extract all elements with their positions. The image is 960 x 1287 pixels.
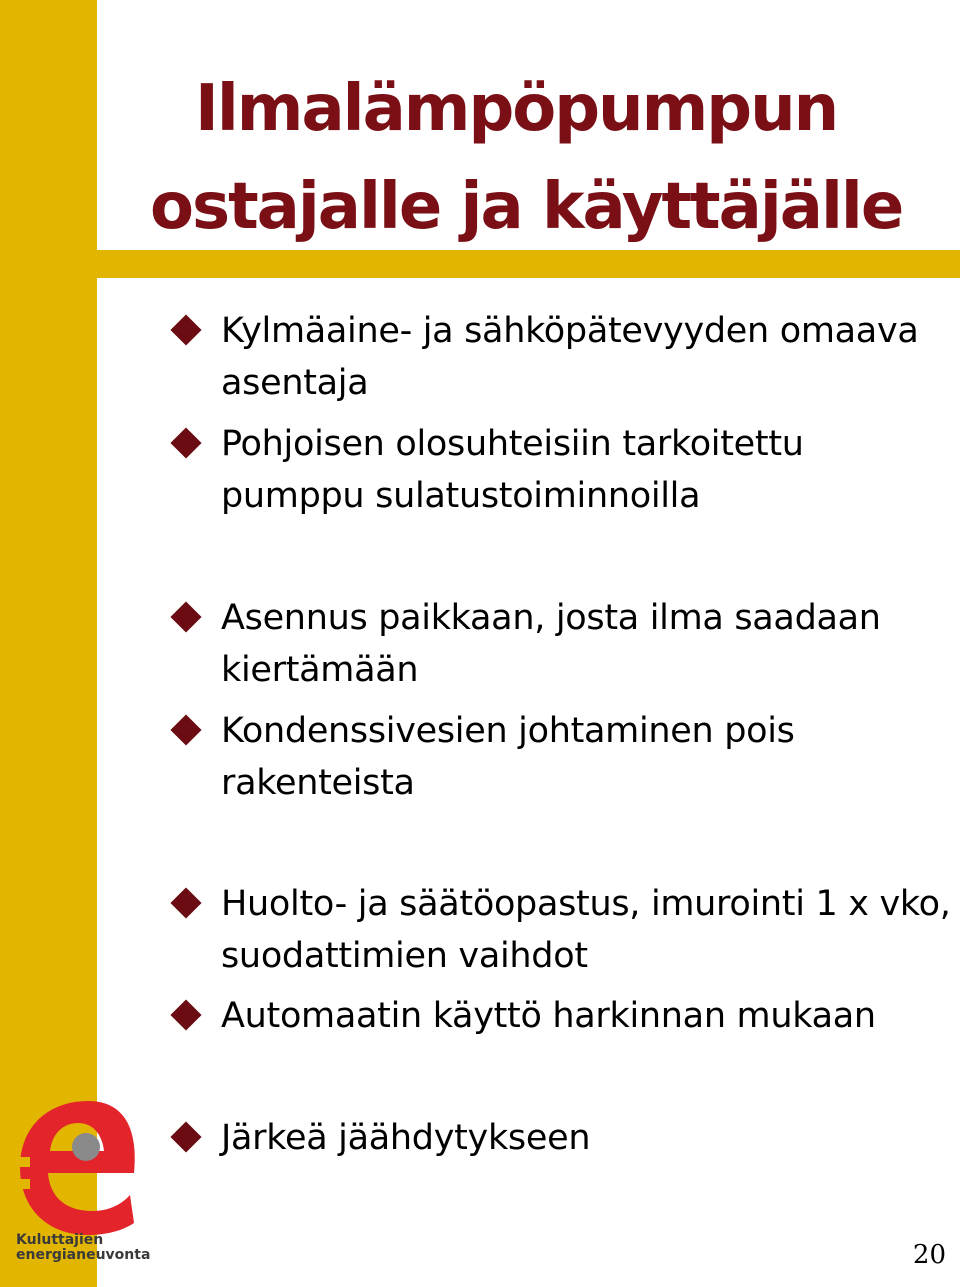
diamond-bullet-icon [170, 714, 201, 745]
slide-title [150, 60, 902, 256]
diamond-bullet-icon [170, 999, 201, 1030]
list-item [175, 305, 955, 409]
list-item [175, 705, 955, 809]
title-line-2: ostajalle ja käyttäjälle [150, 170, 903, 244]
list-item [175, 990, 955, 1042]
bullet-text: Automaatin käyttö harkinnan mukaan [221, 996, 876, 1036]
diamond-bullet-icon [170, 887, 201, 918]
bullet-text: Kylmäaine- ja sähköpätevyyden omaava asentaja [221, 311, 919, 403]
bullet-text: Kondenssivesien johtaminen pois rakenteista [221, 711, 795, 803]
energy-advice-e-logo [8, 1095, 148, 1235]
list-item [175, 418, 955, 522]
list-item [175, 878, 955, 982]
page-number: 20 [912, 1240, 946, 1270]
logo-line-1: Kuluttajien [16, 1232, 104, 1248]
diamond-bullet-icon [170, 427, 201, 458]
bullet-text: Järkeä jäähdytykseen [221, 1118, 591, 1158]
diamond-bullet-icon [170, 601, 201, 632]
diamond-bullet-icon [170, 314, 201, 345]
logo-line-2: energianeuvonta [16, 1247, 151, 1263]
bullet-text: Asennus paikkaan, josta ilma saadaan kiertämään [221, 598, 881, 690]
list-item [175, 592, 955, 696]
bullet-text: Pohjoisen olosuhteisiin tarkoitettu pumppu sulatustoiminnoilla [221, 424, 804, 516]
yellow-sidebar [0, 0, 97, 1287]
list-item [175, 1112, 955, 1164]
bullet-text: Huolto- ja säätöopastus, imurointi 1 x vko, suodattimien vaihdot [221, 884, 951, 976]
diamond-bullet-icon [170, 1121, 201, 1152]
logo-wordmark [16, 1233, 150, 1263]
title-line-1: Ilmalämpöpumpun [195, 72, 838, 146]
